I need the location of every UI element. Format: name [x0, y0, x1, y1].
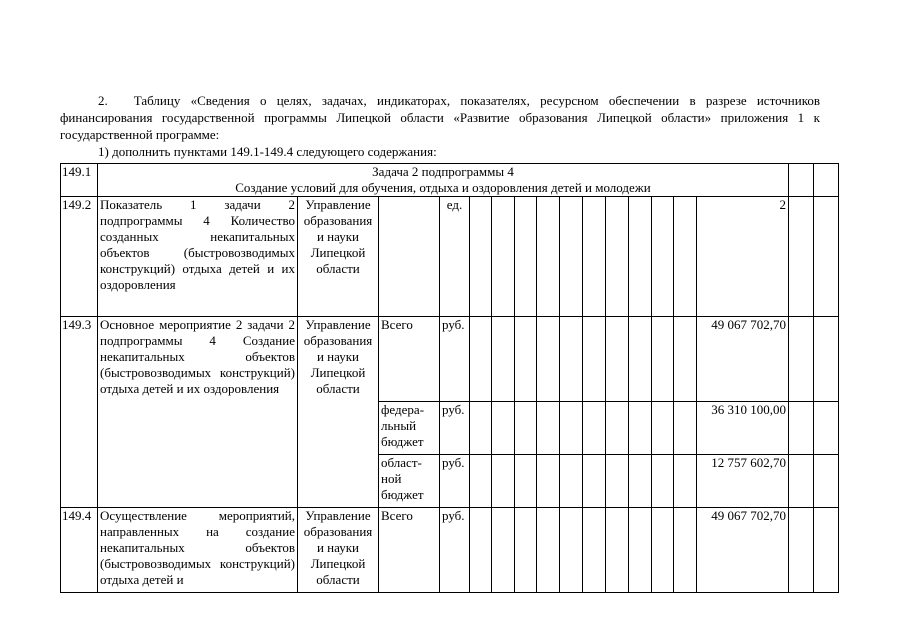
indicator-name: Показатель 1 задачи 2 подпрограммы 4 Количество созданных некапитальных объектов (быстровозводимых конструкций) отдыха детей и их оздоровления [98, 197, 298, 317]
empty-cell [814, 402, 839, 455]
empty-cell [583, 197, 606, 317]
empty-cell [560, 508, 583, 593]
empty-cell [537, 317, 560, 402]
empty-cell [674, 508, 697, 593]
empty-cell [515, 197, 537, 317]
empty-cell [560, 317, 583, 402]
unit-cell: руб. [440, 317, 470, 402]
empty-cell [492, 402, 515, 455]
empty-cell [674, 455, 697, 508]
value-cell: 49 067 702,70 [697, 508, 789, 593]
row-number: 149.1 [61, 164, 98, 197]
empty-cell [629, 455, 652, 508]
empty-cell [515, 402, 537, 455]
empty-cell [537, 197, 560, 317]
goals-table [60, 163, 839, 593]
empty-cell [470, 402, 492, 455]
empty-cell [652, 197, 674, 317]
empty-cell [814, 197, 839, 317]
empty-cell [789, 317, 814, 402]
empty-cell [537, 402, 560, 455]
empty-cell [629, 402, 652, 455]
source-cell: Всего [379, 508, 440, 593]
table-row-149-4 [61, 508, 839, 593]
empty-cell [583, 317, 606, 402]
empty-cell [789, 508, 814, 593]
empty-cell [652, 508, 674, 593]
empty-cell [789, 402, 814, 455]
empty-cell [515, 455, 537, 508]
empty-cell [629, 508, 652, 593]
table-row-149-1 [61, 164, 839, 197]
empty-cell [560, 197, 583, 317]
empty-cell [652, 455, 674, 508]
empty-cell [583, 455, 606, 508]
empty-cell [470, 197, 492, 317]
empty-cell [814, 508, 839, 593]
empty-cell [674, 402, 697, 455]
empty-cell [537, 455, 560, 508]
task-title-line1: Задача 2 подпрограммы 4 [372, 164, 514, 179]
activity-name: Основное мероприятие 2 задачи 2 подпрограммы 4 Создание некапитальных объектов (быстровозводимых конструкций) отдыха детей и их оздоровления [98, 317, 298, 508]
empty-cell [606, 402, 629, 455]
empty-cell [515, 508, 537, 593]
empty-cell [606, 508, 629, 593]
empty-cell [789, 197, 814, 317]
source-cell: Всего [379, 317, 440, 402]
executor-cell: Управление образования и науки Липецкой области [298, 508, 379, 593]
empty-cell [583, 508, 606, 593]
row-number: 149.3 [61, 317, 98, 508]
table-row-149-3 [61, 317, 839, 402]
empty-cell [814, 317, 839, 402]
empty-cell [789, 164, 814, 197]
unit-cell: руб. [440, 402, 470, 455]
empty-cell [606, 455, 629, 508]
executor-cell: Управление образования и науки Липецкой области [298, 317, 379, 508]
empty-cell [674, 317, 697, 402]
intro-text [60, 92, 820, 160]
empty-cell [606, 317, 629, 402]
empty-cell [629, 197, 652, 317]
empty-cell [470, 317, 492, 402]
empty-cell [652, 402, 674, 455]
unit-cell: ед. [440, 197, 470, 317]
empty-cell [606, 197, 629, 317]
empty-cell [470, 455, 492, 508]
empty-cell [492, 508, 515, 593]
empty-cell [470, 508, 492, 593]
empty-cell [560, 402, 583, 455]
unit-cell: руб. [440, 508, 470, 593]
empty-cell [515, 317, 537, 402]
empty-cell [629, 317, 652, 402]
empty-cell [492, 455, 515, 508]
unit-cell: руб. [440, 455, 470, 508]
value-cell: 49 067 702,70 [697, 317, 789, 402]
empty-cell [560, 455, 583, 508]
source-cell [379, 197, 440, 317]
empty-cell [652, 317, 674, 402]
value-cell: 36 310 100,00 [697, 402, 789, 455]
empty-cell [674, 197, 697, 317]
task-title-line2: Создание условий для обучения, отдыха и оздоровления детей и молодежи [235, 180, 651, 195]
task-title-cell [98, 164, 789, 197]
intro-subitem: 1) дополнить пунктами 149.1-149.4 следующего содержания: [98, 144, 437, 159]
source-cell: областной бюджет [379, 455, 440, 508]
empty-cell [492, 317, 515, 402]
empty-cell [814, 164, 839, 197]
value-cell: 2 [697, 197, 789, 317]
value-cell: 12 757 602,70 [697, 455, 789, 508]
empty-cell [583, 402, 606, 455]
row-number: 149.4 [61, 508, 98, 593]
empty-cell [814, 455, 839, 508]
intro-paragraph: 2. Таблицу «Сведения о целях, задачах, индикаторах, показателях, ресурсном обеспечении в разрезе источников финансирования государственной программы Липецкой области «Развитие образования Липецкой области» приложения 1 к государственной программе: [60, 93, 820, 142]
row-number: 149.2 [61, 197, 98, 317]
executor-cell: Управление образования и науки Липецкой области [298, 197, 379, 317]
table-row-149-2 [61, 197, 839, 317]
activity-name: Осуществление мероприятий, направленных на создание некапитальных объектов (быстровозводимых конструкций) отдыха детей и [98, 508, 298, 593]
empty-cell [789, 455, 814, 508]
empty-cell [537, 508, 560, 593]
empty-cell [492, 197, 515, 317]
source-cell: федеральный бюджет [379, 402, 440, 455]
